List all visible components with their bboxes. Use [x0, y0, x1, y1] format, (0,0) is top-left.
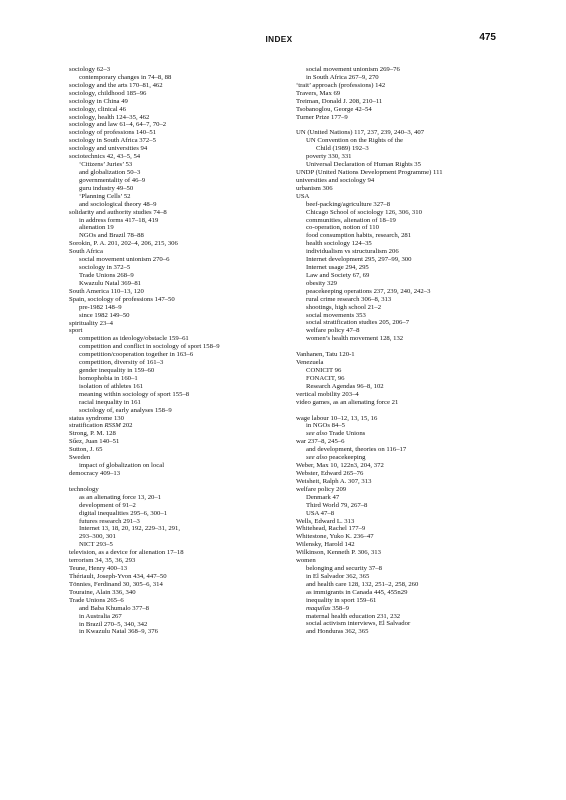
index-subentry: NICT 293–5	[79, 541, 113, 549]
index-subentry: Universal Declaration of Human Rights 35	[306, 161, 421, 169]
index-subentry: social movement unionism 269–76	[306, 66, 400, 73]
index-subentry: food consumption habits, research, 281	[306, 232, 412, 240]
index-entry: democracy 409–13	[69, 470, 121, 478]
index-subentry: in South Africa 267–9, 270	[306, 73, 379, 81]
index-entry: Trade Unions 265–6	[69, 596, 124, 604]
letter-group-gap	[69, 478, 301, 486]
index-entry: Wilensky, Harold 142	[296, 541, 355, 549]
index-entry: sociology, health 124–35, 462	[69, 113, 150, 121]
index-subentry: in El Salvador 362, 365	[306, 572, 370, 580]
index-entry: sport	[69, 327, 83, 335]
index-entry: Spain, sociology of professions 147–50	[69, 295, 175, 303]
index-entry: sociology and law 61–4, 64–7, 70–2	[69, 121, 167, 129]
index-subentry: meaning within sociology of sport 155–8	[79, 390, 190, 398]
index-subentry: ‘Citizens’ Juries’ 53	[79, 161, 133, 169]
index-subentry: UN Convention on the Rights of the	[306, 137, 403, 145]
index-subentry: NGOs and Brazil 78–88	[79, 232, 144, 240]
index-entry: Tönnies, Ferdinand 30, 305–6, 314	[69, 580, 163, 588]
index-entry: technology	[69, 485, 99, 493]
index-entry: Weisheit, Ralph A. 307, 313	[296, 477, 372, 485]
index-entry: Thériault, Joseph-Yvon 434, 447–50	[69, 572, 167, 580]
index-subentry: in Kwazulu Natal 368–9, 376	[79, 628, 158, 636]
index-entry: Venezuela	[296, 359, 324, 367]
index-subentry: since 1982 149–50	[79, 311, 130, 319]
index-subentry: poverty 330, 331	[306, 153, 352, 161]
index-entry: sociology, clinical 46	[69, 105, 126, 113]
index-entry: stratification RSSM 202	[69, 422, 133, 430]
index-column-right	[296, 66, 528, 636]
index-subentry: shootings, high school 21–2	[306, 303, 382, 311]
index-subentry: Denmark 47	[306, 493, 340, 501]
index-entry: welfare policy 209	[296, 485, 347, 493]
index-subentry: and development, theories on 116–17	[306, 446, 407, 454]
index-subentry: women’s health movement 128, 132	[306, 335, 404, 343]
index-subentry: development of 91–2	[79, 501, 136, 509]
index-entry: Whitehead, Rachel 177–9	[296, 525, 366, 533]
letter-group-gap	[296, 407, 528, 415]
index-entry: solidarity and authority studies 74–8	[69, 208, 167, 216]
index-entry: South America 110–13, 120	[69, 287, 144, 295]
index-entry: Vanhanen, Tatu 120-1	[296, 351, 355, 359]
index-subentry: guru industry 49–50	[79, 184, 134, 192]
index-subentry: welfare policy 47–8	[306, 327, 360, 335]
index-entry: Sorokin, P. A. 201, 202–4, 206, 215, 306	[69, 240, 178, 248]
index-entry: Sutton, J. 65	[69, 446, 103, 454]
index-entry: Wilkinson, Kenneth P. 306, 313	[296, 549, 381, 557]
index-entry: UNDP (United Nations Development Programme) 111	[296, 168, 443, 176]
index-subentry: Third World 79, 267–8	[306, 501, 368, 509]
index-subentry: as an alienating force 13, 20–1	[79, 493, 162, 501]
index-subentry: Research Agendas 96–8, 102	[306, 382, 384, 390]
index-entry: Teune, Henry 400–13	[69, 565, 128, 573]
index-entry: Tsobanoglou, George 42–54	[296, 105, 372, 113]
index-entry: Touraine, Alain 336, 340	[69, 588, 136, 596]
index-subentry: futures research 291–3	[79, 517, 140, 525]
letter-group-gap	[296, 343, 528, 351]
index-entry: status syndrome 130	[69, 414, 124, 422]
index-column-left	[69, 66, 301, 636]
page-number: 475	[479, 32, 496, 43]
index-entry: sociology and universities 94	[69, 145, 148, 153]
index-subentry: health sociology 124–35	[306, 240, 372, 248]
index-subentry: impact of globalization on local	[79, 462, 165, 470]
index-subentry: social movement unionism 270–6	[79, 256, 170, 264]
index-entry: Webster, Edward 265–76	[296, 469, 364, 477]
index-subentry: racial inequality in 161	[79, 398, 141, 406]
index-subentry: governmentality of 46–9	[79, 176, 146, 184]
index-entry: universities and sociology 94	[296, 176, 375, 184]
index-subentry: peacekeeping operations 237, 239, 240, 242–3	[306, 287, 431, 295]
index-entry: USA	[296, 192, 310, 200]
index-entry: women	[296, 557, 316, 565]
index-subentry: communities, alienation of 18–19	[306, 216, 396, 224]
index-subentry: gender inequality in 159–60	[79, 367, 155, 375]
index-subentry: homophobia in 160–1	[79, 374, 138, 382]
index-entry: Sweden	[69, 454, 91, 462]
index-subentry: CONICIT 96	[306, 367, 342, 374]
index-subentry: Kwazulu Natal 369–81	[79, 279, 142, 287]
index-entry: ‘trait’ approach (professions) 142	[296, 81, 386, 89]
index-subentry: 293–300, 301	[79, 533, 116, 541]
index-entry: Treiman, Donald J. 208, 210–11	[296, 97, 383, 105]
index-entry: vertical mobility 203–4	[296, 390, 359, 398]
index-subentry: Trade Unions 268–9	[79, 271, 134, 279]
index-subentry: Law and Society 67, 69	[306, 271, 370, 279]
index-subentry: inequality in sport 159–61	[306, 596, 377, 604]
index-subentry: beef-packing/agriculture 327–8	[306, 200, 391, 208]
index-subentry: and health care 128, 132, 251–2, 258, 260	[306, 580, 419, 588]
running-header	[62, 30, 496, 50]
index-subentry: contemporary changes in 74–8, 88	[79, 73, 172, 81]
index-subentry: social activism interviews, El Salvador	[306, 620, 411, 628]
index-entry: Wells, Edward L. 313	[296, 517, 355, 525]
index-subentry: pre-1982 148–9	[79, 303, 122, 311]
index-subentry: digital inequalities 295–6, 300–1	[79, 509, 168, 517]
index-subentry: see also peacekeeping	[306, 454, 366, 462]
index-subentry: competition as ideology/obstacle 159–61	[79, 335, 189, 343]
index-entry: Whitestone, Yuko K. 236–47	[296, 533, 374, 541]
index-subentry: obesity 329	[306, 279, 338, 287]
letter-group-gap	[296, 121, 528, 129]
index-entry: video games, as an alienating force 21	[296, 398, 399, 406]
index-subentry: ‘Planning Cells’ 52	[79, 192, 131, 200]
index-entry: sociology 62–3	[69, 66, 111, 73]
header-title: INDEX	[265, 35, 293, 44]
index-subentry: and globalization 50–3	[79, 168, 141, 176]
index-entry: sociology and the arts 170–81, 462	[69, 81, 163, 89]
index-subentry: alienation 19	[79, 224, 114, 232]
index-subentry: Internet usage 294, 295	[306, 264, 369, 272]
index-entry: terrorism 34, 35, 36, 293	[69, 557, 136, 565]
index-subentry: in NGOs 84–5	[306, 422, 346, 430]
index-entry: Weber, Max 10, 122n3, 204, 372	[296, 462, 384, 470]
index-entry: sociotechnics 42, 43–5, 54	[69, 153, 141, 161]
index-subentry: Internet development 295, 297–99, 300	[306, 256, 412, 264]
index-subentry: competition, diversity of 161–3	[79, 359, 164, 367]
index-entry: Strong, P. M. 128	[69, 430, 116, 438]
index-subentry: individualism vs structuralism 206	[306, 248, 399, 256]
index-entry: wage labour 10–12, 13, 15, 16	[296, 414, 378, 422]
index-entry: sociology in China 49	[69, 97, 128, 105]
index-subentry: sociology in 372–5	[79, 264, 131, 272]
index-subentry: rural crime research 306–8, 313	[306, 295, 392, 303]
index-entry: Sűez, Juan 140–51	[69, 438, 120, 446]
index-entry: Travers, Max 69	[296, 89, 341, 97]
index-subentry: in address forms 417–18, 419	[79, 216, 159, 224]
index-subentry: maternal health education 231, 232	[306, 612, 401, 620]
index-entry: sociology in South Africa 372–5	[69, 137, 156, 145]
index-subentry: and Baba Khumalo 377–8	[79, 604, 150, 612]
index-subentry: USA 47–8	[306, 509, 335, 517]
index-subentry: see also Trade Unions	[306, 430, 366, 438]
index-subentry: isolation of athletes 161	[79, 382, 144, 390]
index-entry: South Africa	[69, 248, 103, 256]
index-subentry: competition/cooperation together in 163–6	[79, 351, 194, 359]
index-subentry: maquilas 358–9	[306, 604, 349, 612]
index-subentry: Internet 13, 18, 20, 192, 229–31, 291,	[79, 525, 181, 533]
index-subentry: and Honduras 362, 365	[306, 628, 369, 636]
index-entry: UN (United Nations) 117, 237, 239, 240–3, 407	[296, 129, 425, 137]
index-subentry: Chicago School of sociology 126, 306, 310	[306, 208, 422, 216]
index-entry: Turner Prize 177–9	[296, 113, 348, 121]
index-subentry: social movements 353	[306, 311, 366, 319]
index-subentry: and sociological theory 48–9	[79, 200, 157, 208]
index-subentry: Child (1989) 192–3	[316, 145, 369, 153]
index-subentry: co-operation, notion of 110	[306, 224, 379, 232]
index-entry: sociology, childhood 185–96	[69, 89, 147, 97]
index-entry: war 237–8, 245–6	[296, 438, 345, 446]
index-subentry: social stratification studies 205, 206–7	[306, 319, 410, 327]
index-subentry: in Australia 267	[79, 612, 122, 620]
index-subentry: as immigrants in Canada 445, 455n29	[306, 588, 408, 596]
index-entry: urbanism 306	[296, 184, 333, 192]
index-subentry: in Brazil 270–5, 340, 342	[79, 620, 148, 628]
index-entry: sociology of professions 140–51	[69, 129, 157, 137]
index-subentry: belonging and security 37–8	[306, 565, 382, 573]
index-subentry: FONACIT, 96	[306, 374, 345, 382]
index-subentry: competition and conflict in sociology of sport 158–9	[79, 343, 220, 351]
index-entry: television, as a device for alienation 17–18	[69, 549, 184, 557]
index-subentry: sociology of, early analyses 158–9	[79, 406, 172, 414]
index-entry: spirituality 23–4	[69, 319, 114, 327]
